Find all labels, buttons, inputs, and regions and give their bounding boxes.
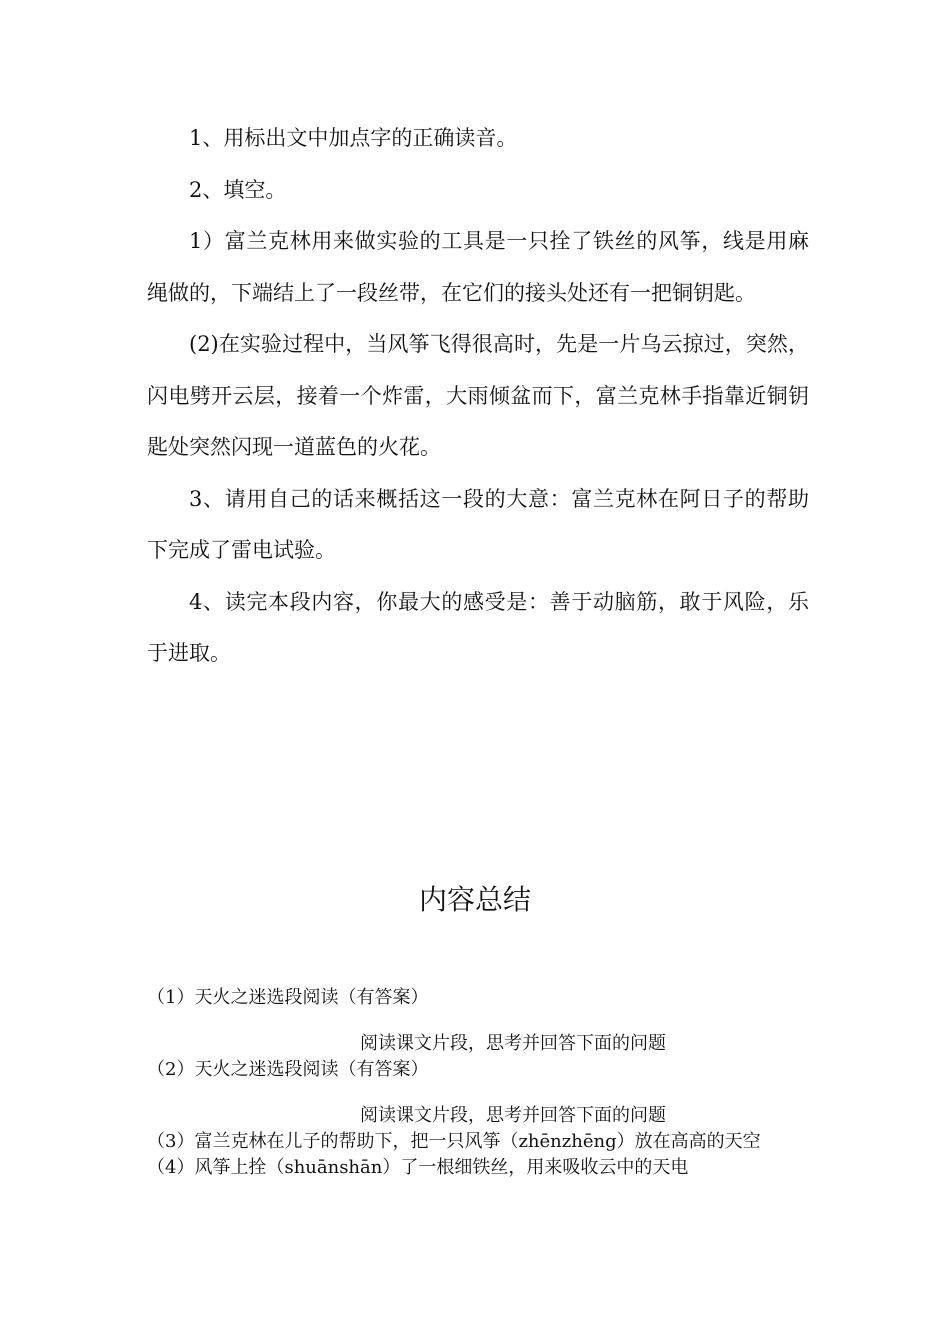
summary-section	[147, 985, 809, 1181]
fill-blank-1: 1）富兰克林用来做实验的工具是一只拴了铁丝的风筝，线是用麻绳做的，下端结上了一段丝带，在它们的接头处还有一把铜钥匙。	[147, 229, 809, 305]
question-3: 3、请用自己的话来概括这一段的大意：富兰克林在阿日子的帮助下完成了雷电试验。	[147, 486, 809, 562]
summary-item-4: （4）风筝上拴（shuānshān）了一根细铁丝，用来吸收云中的天电	[147, 1157, 689, 1178]
fill-blank-2: (2)在实验过程中，当风筝飞得很高时，先是一片乌云掠过，突然，闪电劈开云层，接着一个炸雷，大雨倾盆而下，富兰克林手指靠近铜钥匙处突然闪现一道蓝色的火花。	[147, 332, 809, 459]
summary-item-2-sub: 阅读课文片段，思考并回答下面的问题	[360, 1105, 666, 1126]
summary-item-3: （3）富兰克林在儿子的帮助下，把一只风筝（zhēnzhēng）放在高高的天空	[147, 1131, 761, 1152]
summary-item-2: （2）天火之迷选段阅读（有答案）	[147, 1059, 429, 1080]
question-section	[147, 113, 809, 680]
question-1: 1、用标出文中加点字的正确读音。	[189, 126, 518, 150]
summary-title: 内容总结	[418, 883, 531, 916]
summary-item-1-sub: 阅读课文片段，思考并回答下面的问题	[360, 1033, 666, 1054]
question-4: 4、读完本段内容，你最大的感受是：善于动脑筋，敢于风险，乐于进取。	[147, 589, 809, 665]
summary-item-1: （1）天火之迷选段阅读（有答案）	[147, 987, 429, 1008]
question-2: 2、填空。	[189, 177, 287, 202]
